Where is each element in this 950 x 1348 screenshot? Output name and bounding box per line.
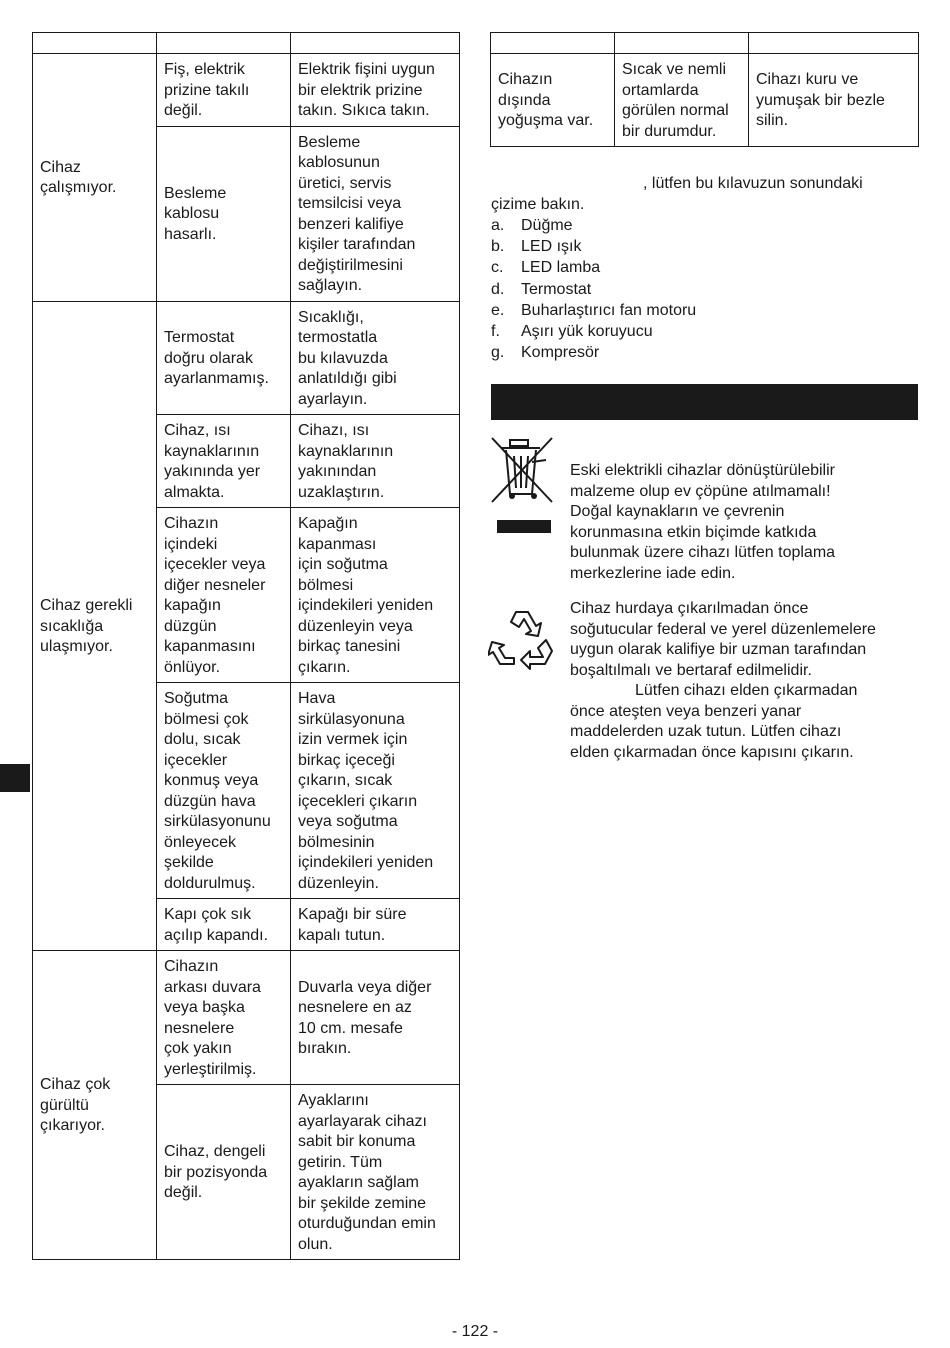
parts-list [491, 216, 696, 364]
cause-cell: Besleme kablosu hasarlı. [157, 126, 291, 301]
table-row [33, 54, 460, 127]
cause-cell: Kapı çok sık açılıp kapandı. [157, 899, 291, 951]
solution-cell: Ayaklarını ayarlayarak cihazı sabit bir konuma getirin. Tüm ayakların sağlam bir şekilde zemine oturduğundan emin olun. [291, 1085, 460, 1260]
list-item [491, 301, 696, 322]
problem-cell: Cihaz çalışmıyor. [33, 54, 157, 302]
cause-cell: Cihazın arkası duvara veya başka nesnelere çok yakın yerleştirilmiş. [157, 951, 291, 1085]
disposal-text-2: Lütfen cihazı elden çıkarmadan önce ateşten veya benzeri yanar maddelerden uzak tutun. Lütfen cihazı elden çıkarmadan önce kapısını çıkarın. [570, 682, 858, 761]
header-cell-cause [157, 33, 291, 54]
table-row [33, 951, 460, 1085]
header-cell-solution [749, 33, 919, 54]
cause-cell: Soğutma bölmesi çok dolu, sıcak içecekler konmuş veya düzgün hava sirkülasyonunu önleyecek şekilde doldurulmuş. [157, 683, 291, 899]
language-side-tab [0, 764, 30, 792]
table-row [33, 301, 460, 415]
solution-cell: Elektrik fişini uygun bir elektrik prizine takın. Sıkıca takın. [291, 54, 460, 127]
cause-cell: Cihazın içindeki içecekler veya diğer nesneler kapağın düzgün kapanmasını önlüyor. [157, 508, 291, 683]
part-name: Kompresör [521, 344, 600, 362]
problem-cell: Cihaz çok gürültü çıkarıyor. [33, 951, 157, 1260]
drawing-intro-line: çizime bakın. [491, 195, 585, 213]
solution-cell: Cihazı, ısı kaynaklarının yakınından uzaklaştırın. [291, 415, 460, 508]
part-letter: a. [491, 217, 505, 234]
part-name: Aşırı yük koruyucu [521, 322, 653, 340]
disposal-text: Cihaz hurdaya çıkarılmadan önce soğutucular federal ve yerel düzenlemelere uygun olarak kalifiye bir uzman tarafından boşaltılmalı ve bertaraf edilmelidir. [570, 600, 876, 679]
solution-cell: Besleme kablosunun üretici, servis temsilcisi veya benzeri kalifiye kişiler tarafından değiştirilmesini sağlayın. [291, 126, 460, 301]
list-item [491, 216, 696, 237]
table-header-row [33, 33, 460, 54]
cause-cell: Termostat doğru olarak ayarlanmamış. [157, 301, 291, 415]
solution-cell: Duvarla veya diğer nesnelere en az 10 cm. mesafe bırakın. [291, 951, 460, 1085]
part-name: Buharlaştırıcı fan motoru [521, 301, 697, 319]
crossed-bin-icon [490, 436, 558, 536]
drawing-intro [491, 174, 921, 215]
part-letter: g. [491, 344, 505, 362]
list-item [491, 280, 696, 301]
solution-cell: Kapağı bir süre kapalı tutun. [291, 899, 460, 951]
weee-text: Eski elektrikli cihazlar dönüştürülebilir malzeme olup ev çöpüne atılmamalı! Doğal kaynakların ve çevrenin korunmasına etkin biçimde katkıda bulunmak üzere cihazı lütfen toplama merkezlerine iade edin. [570, 462, 836, 582]
condensation-table [490, 32, 919, 147]
cause-cell: Cihaz, ısı kaynaklarının yakınında yer almakta. [157, 415, 291, 508]
header-cell-problem [491, 33, 615, 54]
cause-cell: Fiş, elektrik prizine takılı değil. [157, 54, 291, 127]
part-letter: c. [491, 259, 504, 277]
part-letter: d. [491, 280, 505, 298]
solution-cell: Kapağın kapanması için soğutma bölmesi içindekileri yeniden düzenleyin veya birkaç tanesini çıkarın. [291, 508, 460, 683]
drawing-intro-line: , lütfen bu kılavuzun sonundaki [643, 175, 863, 192]
table-header-row [491, 33, 919, 54]
recycle-icon [488, 606, 558, 670]
header-cell-cause [615, 33, 749, 54]
problem-cell: Cihaz gerekli sıcaklığa ulaşmıyor. [33, 301, 157, 951]
part-name: Termostat [521, 280, 592, 298]
header-cell-solution [291, 33, 460, 54]
cause-cell: Sıcak ve nemli ortamlarda görülen normal bir durumdur. [615, 54, 749, 147]
part-letter: f. [491, 322, 500, 340]
solution-cell: Cihazı kuru ve yumuşak bir bezle silin. [749, 54, 919, 147]
part-name: LED lamba [521, 259, 601, 277]
list-item [491, 322, 696, 343]
list-item [491, 237, 696, 258]
part-letter: b. [491, 238, 505, 256]
cause-cell: Cihaz, dengeli bir pozisyonda değil. [157, 1085, 291, 1260]
troubleshooting-table [32, 32, 460, 1260]
page-number: - 122 - [451, 1323, 499, 1340]
list-item [491, 343, 696, 364]
part-name: LED ışık [521, 238, 582, 256]
part-name: Düğme [521, 217, 573, 234]
solution-cell: Hava sirkülasyonuna izin vermek için birkaç içeceği çıkarın, sıcak içecekleri çıkarın veya soğutma bölmesinin içindekileri yeniden düzenleyin. [291, 683, 460, 899]
part-letter: e. [491, 301, 505, 319]
problem-cell: Cihazın dışında yoğuşma var. [491, 54, 615, 147]
solution-cell: Sıcaklığı, termostatla bu kılavuzda anlatıldığı gibi ayarlayın. [291, 301, 460, 415]
list-item [491, 258, 696, 279]
disposal-section [570, 599, 930, 763]
header-cell-problem [33, 33, 157, 54]
table-row [491, 54, 919, 147]
section-heading-bar [491, 384, 918, 420]
